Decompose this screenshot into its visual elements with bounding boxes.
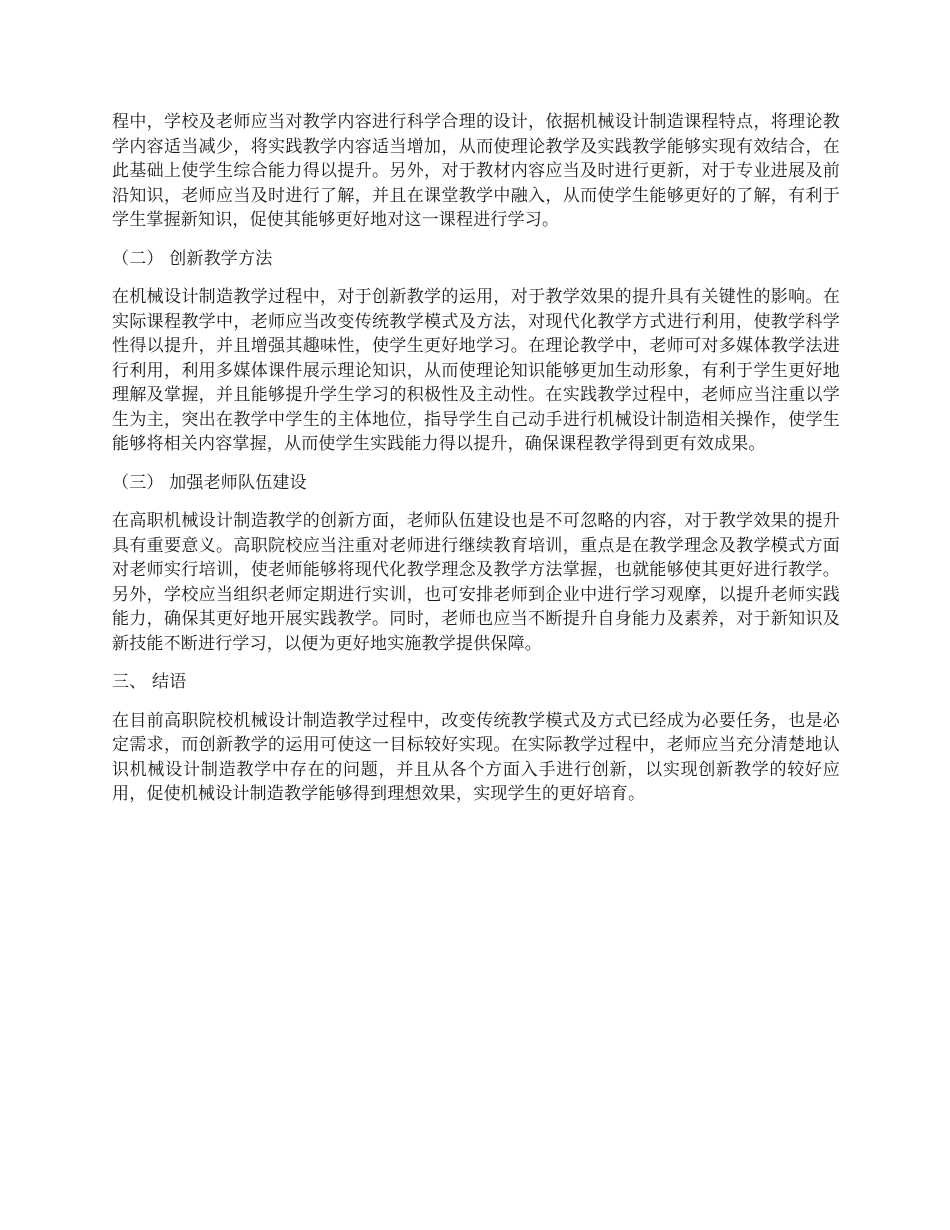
section-heading-conclusion: 三、 结语 (112, 672, 187, 692)
paragraph-teacher-team: 在高职机械设计制造教学的创新方面，老师队伍建设也是不可忽略的内容，对于教学效果的提升具有重要意义。高职院校应当注重对老师进行继续教育培训，重点是在教学理念及教学模式方面对老师实行培训，使老师能够将现代化教学理念及教学方法掌握，也就能够使其更好进行教学。另外，学校应当组织老师定期进行实训，也可安排老师到企业中进行学习观摩，以提升老师实践能力，确保其更好地开展实践教学。同时，老师也应当不断提升自身能力及素养，对于新知识及新技能不断进行学习，以便为更好地实施教学提供保障。 (112, 511, 840, 654)
section-heading-innovative-methods: （二） 创新教学方法 (112, 248, 273, 269)
paragraph-conclusion: 在目前高职院校机械设计制造教学过程中，改变传统教学模式及方式已经成为必要任务，也是必定需求，而创新教学的运用可使这一目标较好实现。在实际教学过程中，老师应当充分清楚地认识机械设计制造教学中存在的问题，并且从各个方面入手进行创新，以实现创新教学的较好应用，促使机械设计制造教学能够得到理想效果，实现学生的更好培育。 (112, 710, 840, 804)
document-page (112, 110, 840, 821)
section-heading-teacher-team: （三） 加强老师队伍建设 (112, 472, 307, 493)
paragraph-curriculum-design: 程中，学校及老师应当对教学内容进行科学合理的设计，依据机械设计制造课程特点，将理论教学内容适当减少，将实践教学内容适当增加，从而使理论教学及实践教学能够实现有效结合，在此基础上使学生综合能力得以提升。另外，对于教材内容应当及时进行更新，对于专业进展及前沿知识，老师应当及时进行了解，并且在课堂教学中融入，从而使学生能够更好的了解，有利于学生掌握新知识，促使其能够更好地对这一课程进行学习。 (112, 112, 840, 230)
paragraph-innovative-methods: 在机械设计制造教学过程中，对于创新教学的运用，对于教学效果的提升具有关键性的影响。在实际课程教学中，老师应当改变传统教学模式及方法，对现代化教学方式进行利用，使教学科学性得以提升，并且增强其趣味性，使学生更好地学习。在理论教学中，老师可对多媒体教学法进行利用，利用多媒体课件展示理论知识，从而使理论知识能够更加生动形象，有利于学生更好地理解及掌握，并且能够提升学生学习的积极性及主动性。在实践教学过程中，老师应当注重以学生为主，突出在教学中学生的主体地位，指导学生自己动手进行机械设计制造相关操作，使学生能够将相关内容掌握，从而使学生实践能力得以提升，确保课程教学得到更有效成果。 (112, 287, 840, 454)
